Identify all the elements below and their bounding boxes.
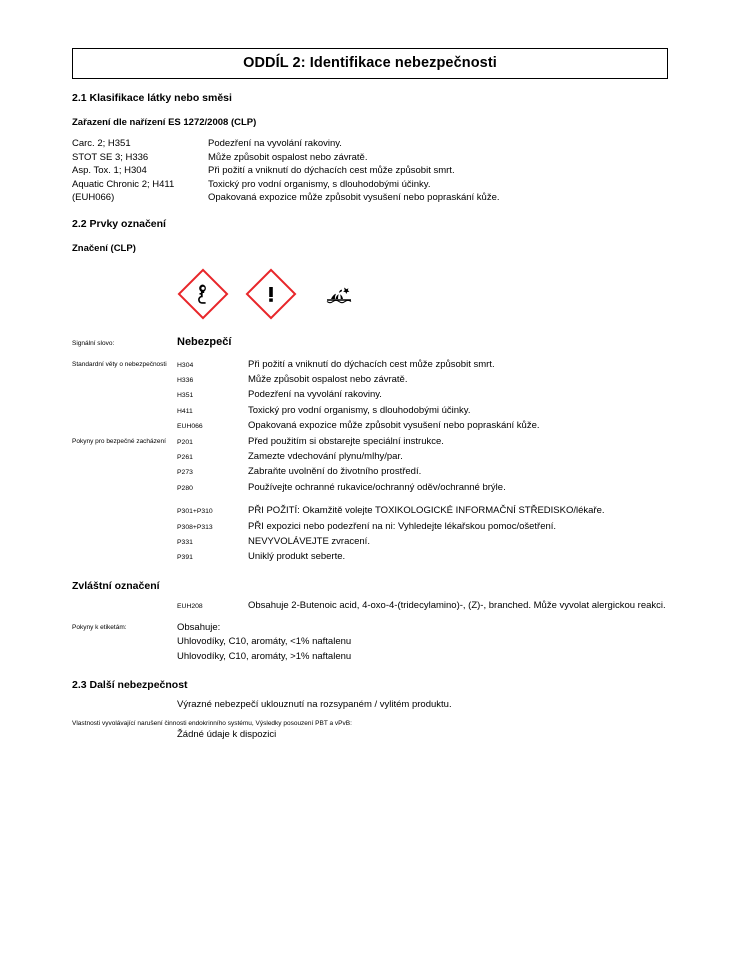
subsection-2-3-title: 2.3 Další nebezpečnost — [72, 679, 188, 691]
ghs08-health-hazard-icon — [177, 268, 229, 320]
precaution-code: P331 — [177, 538, 193, 546]
spacer — [72, 465, 177, 480]
clp-text: Podezření na vyvolání rakoviny. — [208, 138, 342, 149]
table-row — [72, 550, 668, 565]
clp-labelling-heading: Značení (CLP) — [72, 242, 136, 254]
precaution-code: P280 — [177, 484, 193, 492]
clp-code: (EUH066) — [72, 192, 115, 203]
table-row — [72, 481, 668, 496]
table-row — [72, 151, 668, 165]
hazard-text: Při požití a vniknutí do dýchacích cest může způsobit smrt. — [248, 358, 495, 370]
ghs07-exclamation-mark-icon — [245, 268, 297, 320]
precaution-text: Zabraňte uvolnění do životního prostředí. — [248, 466, 422, 478]
list-item: Uhlovodíky, C10, aromáty, <1% naftalenu — [177, 636, 352, 648]
further-hazards-text: Výrazné nebezpečí uklouznutí na rozsypaném / vylitém produktu. — [177, 699, 452, 710]
precaution-text: Zamezte vdechování plynu/mlhy/par. — [248, 450, 403, 462]
hazard-statements-block — [72, 358, 668, 435]
endocrine-pbt-label: Vlastnosti vyvolávající narušení činnosti endokrinního systému, Výsledky posouzení PBT a vPvB: — [72, 720, 352, 727]
table-row — [72, 465, 668, 480]
spacer — [72, 550, 177, 565]
label-notes-row — [72, 621, 668, 664]
hazard-code: H304 — [177, 361, 194, 369]
euh208-row — [72, 599, 668, 613]
precaution-text: Před použitím si obstarejte speciální instrukce. — [248, 435, 444, 447]
precaution-text: NEVYVOLÁVEJTE zvracení. — [248, 535, 370, 547]
clp-code: Aquatic Chronic 2; H411 — [72, 178, 175, 190]
label-notes-label: Pokyny k etiketám: — [72, 623, 127, 631]
clp-classification-heading: Zařazení dle nařízení ES 1272/2008 (CLP) — [72, 117, 257, 128]
signal-word-row — [72, 336, 668, 348]
signal-word-label: Signální slovo: — [72, 339, 115, 347]
precaution-code: P273 — [177, 469, 193, 477]
hazard-text: Opakovaná expozice může způsobit vysušení nebo popraskání kůže. — [248, 420, 540, 432]
spacer — [72, 520, 177, 535]
precaution-code: P201 — [177, 438, 193, 446]
hazard-text: Může způsobit ospalost nebo závratě. — [248, 373, 408, 385]
hazard-text: Podezření na vyvolání rakoviny. — [248, 389, 382, 401]
section-header: ODDÍL 2: Identifikace nebezpečnosti — [72, 48, 668, 79]
clp-text: Toxický pro vodní organismy, s dlouhodobými účinky. — [208, 178, 431, 190]
euh-code: EUH208 — [177, 602, 203, 610]
special-labelling-heading: Zvláštní označení — [72, 579, 160, 592]
table-row — [72, 373, 668, 388]
spacer — [72, 450, 177, 465]
endocrine-pbt-value: Žádné údaje k dispozici — [177, 729, 277, 740]
spacer — [72, 419, 177, 434]
hazard-statements-label: Standardní věty o nebezpečnosti — [72, 360, 167, 368]
spacer — [72, 481, 177, 496]
subsection-2-1-title: 2.1 Klasifikace látky nebo směsi — [72, 92, 232, 104]
list-item: Obsahuje: — [177, 621, 221, 633]
table-row — [72, 358, 668, 373]
spacer — [72, 535, 177, 550]
hazard-code: H336 — [177, 376, 194, 384]
subsection-2-2-title: 2.2 Prvky označení — [72, 217, 166, 230]
table-row — [72, 137, 668, 151]
ghs09-environment-icon — [313, 268, 365, 320]
precaution-text: PŘI expozici nebo podezření na ni: Vyhledejte lékařskou pomoc/ošetření. — [248, 520, 557, 532]
spacer — [72, 388, 177, 403]
clp-text: Může způsobit ospalost nebo závratě. — [208, 151, 368, 163]
hazard-code: EUH066 — [177, 423, 203, 431]
ghs-pictogram-group — [177, 268, 668, 320]
precaution-text: Uniklý produkt seberte. — [248, 551, 346, 563]
label-notes-list — [177, 621, 668, 664]
table-row — [72, 178, 668, 192]
clp-text: Při požití a vniknutí do dýchacích cest může způsobit smrt. — [208, 165, 455, 176]
clp-code: Carc. 2; H351 — [72, 138, 131, 149]
precaution-text: Používejte ochranné rukavice/ochranný oděv/ochranné brýle. — [248, 481, 506, 493]
spacer — [72, 373, 177, 388]
precautionary-statements-label: Pokyny pro bezpečné zacházení — [72, 437, 166, 445]
precaution-code: P301+P310 — [177, 508, 213, 516]
precautionary-statements-block — [72, 435, 668, 566]
spacer — [72, 404, 177, 419]
table-row — [72, 419, 668, 434]
table-row — [72, 520, 668, 535]
precaution-text: PŘI POŽITÍ: Okamžitě volejte TOXIKOLOGICKÉ INFORMAČNÍ STŘEDISKO/lékaře. — [248, 505, 605, 517]
precaution-code: P308+P313 — [177, 523, 213, 531]
table-row — [72, 504, 668, 519]
hazard-code: H411 — [177, 407, 193, 415]
clp-code: Asp. Tox. 1; H304 — [72, 165, 147, 176]
table-row — [72, 435, 668, 450]
table-row — [72, 164, 668, 178]
table-row — [72, 191, 668, 205]
clp-text: Opakovaná expozice může způsobit vysušení nebo popraskání kůže. — [208, 192, 500, 203]
table-row — [72, 450, 668, 465]
table-row — [72, 404, 668, 419]
table-row — [72, 535, 668, 550]
document-content — [72, 48, 668, 740]
list-item: Uhlovodíky, C10, aromáty, >1% naftalenu — [177, 650, 352, 662]
hazard-code: H351 — [177, 392, 194, 400]
table-row — [72, 388, 668, 403]
precaution-code: P391 — [177, 554, 193, 562]
hazard-text: Toxický pro vodní organismy, s dlouhodobými účinky. — [248, 404, 471, 416]
spacer — [72, 599, 177, 613]
precaution-code: P261 — [177, 453, 193, 461]
euh-text: Obsahuje 2-Butenoic acid, 4-oxo-4-(tridecylamino)-, (Z)-, branched. Může vyvolat alergickou reakci. — [248, 599, 666, 611]
clp-code: STOT SE 3; H336 — [72, 151, 149, 163]
spacer — [72, 504, 177, 519]
signal-word-value: Nebezpečí — [177, 335, 232, 348]
clp-classification-table — [72, 137, 668, 205]
